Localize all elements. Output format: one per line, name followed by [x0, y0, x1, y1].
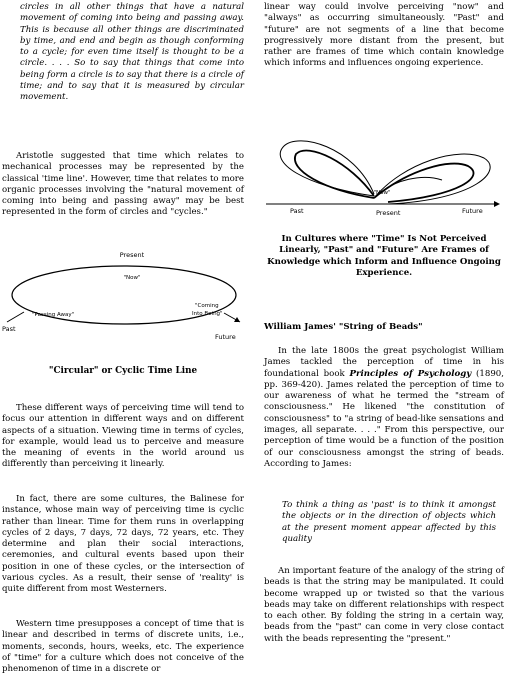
james-paragraph-part1: In the late 1800s the great psychologist William James tackled the perception of time in his foundational book — [264, 346, 504, 379]
frames-label-past: Past — [290, 207, 304, 215]
james-book-title: Principles of Psychology — [349, 368, 472, 379]
aristotle-quote: circles in all other things that have a natural movement of coming into being and passing away. This is because all other things are discriminated by time, and end and begin as though conforming to a cycle; for even time itself is thought to be a circle. . . . So to say that things that come into being form a circle is to say that there is a circle of time; and to say that it is measured by circular movement. — [20, 2, 244, 103]
label-future: Future — [215, 333, 236, 341]
beads-heading: William James' "String of Beads" — [264, 322, 423, 332]
label-coming-line1: "Coming — [195, 303, 219, 309]
label-past: Past — [2, 325, 16, 333]
james-paragraph-part2: (1890, pp. 369-420). James related the perception of time to our awareness of what he termed the "stream of consciousness." He likened "the constitution of consciousness" to "a string of bead-like sensations and images, all separate. . . ." From this perspective, our perception of time would be a function of the position of our consciousness amongst the string of beads. According to James: — [264, 368, 505, 469]
cyclic-figure-caption: "Circular" or Cyclic Time Line — [48, 366, 198, 376]
beads-analogy-paragraph: An important feature of the analogy of the string of beads is that the string may be manipulated. It could become wrapped up or twisted so that the various beads may take on different relationships with respect to each other. By folding the string in a certain way, beads from the "past" can come in very close contact with the beads representing the "present." — [264, 566, 504, 644]
western-paragraph: Western time presupposes a concept of time that is linear and described in terms of discrete units, i.e., moments, seconds, hours, weeks, etc. The experience of "time" for a culture which does not conceive of the phenomenon of time in a discrete or — [2, 619, 244, 675]
label-present: Present — [119, 251, 145, 259]
aristotle-paragraph: Aristotle suggested that time which relates to mechanical processes may be represented by the classical 'time line'. However, time that relates to more organic processes involving the "natural movement of coming into being and passing away" may be best represented in the form of circles and "cycles." — [2, 151, 244, 218]
time-frames-figure — [264, 128, 504, 220]
time-axis-arrowhead — [494, 201, 500, 207]
james-paragraph — [264, 346, 504, 470]
cyclic-time-figure — [2, 244, 246, 344]
frames-label-future: Future — [462, 207, 483, 215]
frames-label-present: Present — [376, 209, 401, 217]
label-coming-line2: Into Being" — [192, 311, 223, 317]
frames-figure-caption: In Cultures where "Time" Is Not Perceived Linearly, "Past" and "Future" Are Frames of Knowledge which Inform and Influence Ongoing Experience. — [267, 234, 501, 278]
past-frame-outer — [280, 141, 374, 196]
perceiving-paragraph: These different ways of perceiving time will tend to focus our attention in different ways and on different aspects of a situation. Viewing time in terms of cycles, for example, would lead us to perceive and measure the meaning of events in the world around us differently than perceiving it linearly. — [2, 403, 244, 470]
balinese-paragraph: In fact, there are some cultures, the Balinese for instance, whose main way of perceiving time is cyclic rather than linear. Time for them runs in overlapping cycles of 2 days, 7 days, 72 days, 72 years, etc. They determine and plan their social interactions, ceremonies, and cultural events based upon their position in one of these cycles, or the intersection of various cycles. As a result, their sense of 'reality' is quite different from most Westerners. — [2, 494, 244, 595]
label-passing-away: "Passing Away" — [32, 312, 75, 318]
james-quote: To think a thing as 'past' is to think it amongst the objects or in the direction of objects which at the present moment appear affected by this quality — [282, 500, 496, 544]
past-tangent-line — [7, 312, 24, 322]
linear-paragraph: linear way could involve perceiving "now" and "always" as occurring simultaneously. "Past" and "future" are not segments of a line that become progressively more distant from the present, but rather are frames of time which contain knowledge which informs and influences ongoing experience. — [264, 2, 504, 69]
label-now: "Now" — [123, 275, 141, 281]
frames-label-now: "Now" — [373, 190, 391, 196]
